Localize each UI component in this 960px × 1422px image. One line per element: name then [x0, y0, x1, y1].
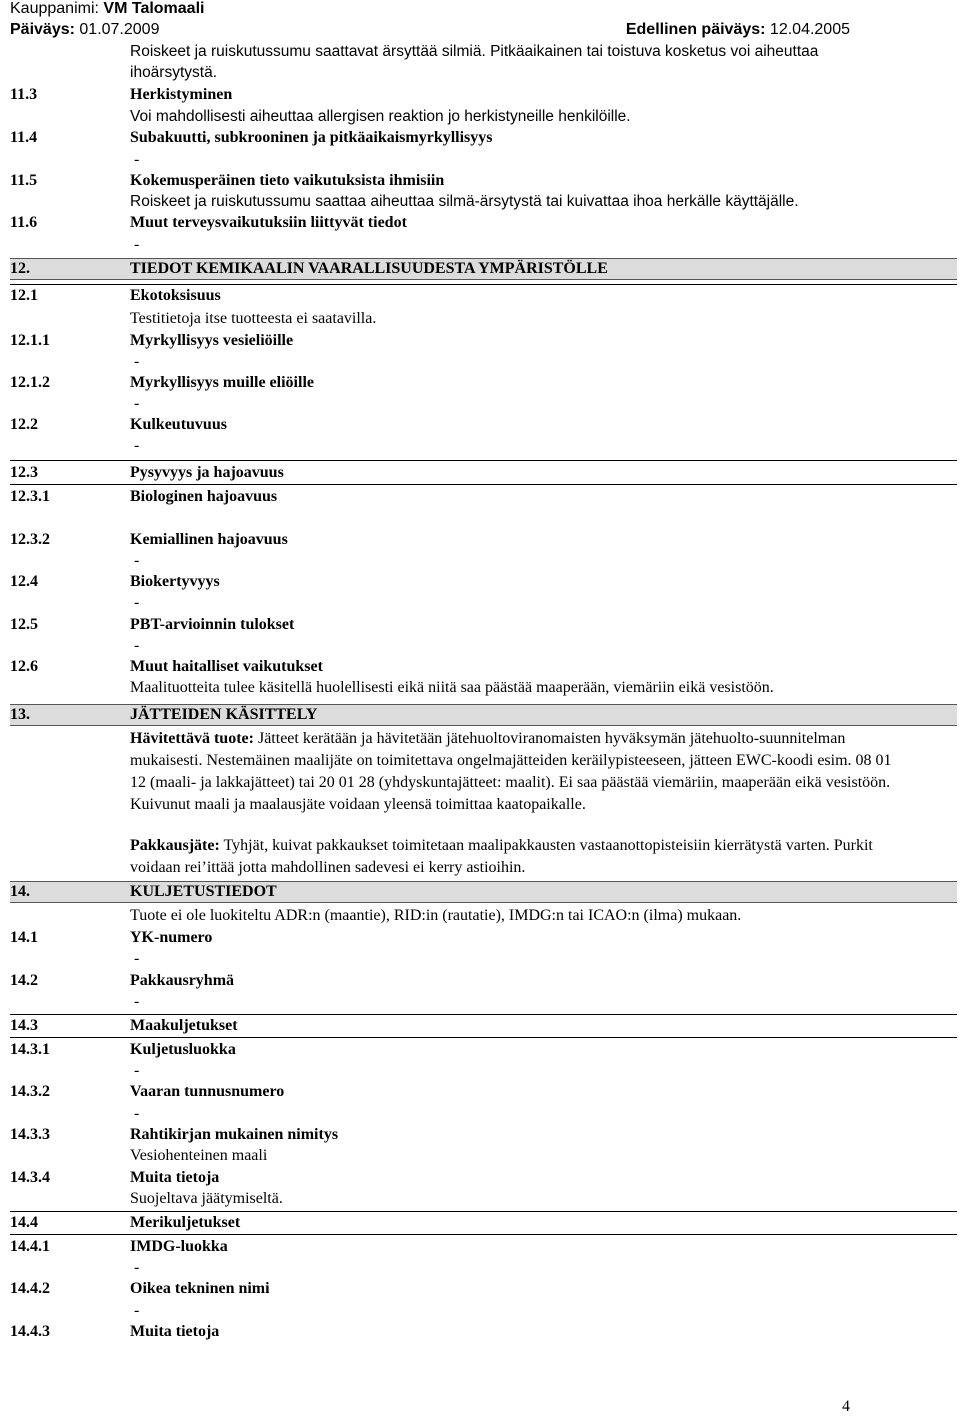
section-14-3-3: 14.3.3 Rahtikirjan mukainen nimitys [10, 1126, 339, 1143]
section-14-3-2: 14.3.2 Vaaran tunnusnumero [10, 1083, 285, 1100]
section-14-intro: Tuote ei ole luokiteltu ADR:n (maantie), RID:in (rautatie), IMDG:n tai ICAO:n (ilma) mukaan. [130, 907, 742, 924]
section-12-3-2: 12.3.2 Kemiallinen hajoavuus [10, 531, 288, 548]
divider [10, 484, 957, 485]
section-11-5: 11.5 Kokemusperäinen tieto vaikutuksista ihmisiin [10, 172, 445, 189]
section-12-1-2-text: - [134, 395, 140, 412]
section-14-2: 14.2 Pakkausryhmä [10, 972, 235, 989]
divider [10, 1037, 957, 1038]
section-14-4-3: 14.4.3 Muita tietoja [10, 1323, 220, 1340]
section-11-6: 11.6 Muut terveysvaikutuksiin liittyvät tiedot [10, 214, 407, 231]
section-14-3-1: 14.3.1 Kuljetusluokka [10, 1041, 236, 1058]
section-14-4-1-text: - [134, 1259, 140, 1276]
section-11-5-text: Roiskeet ja ruiskutussumu saattaa aiheuttaa silmä-ärsytystä tai kuivattaa ihoa herkälle käyttäjälle. [130, 193, 799, 210]
waste-product-text: Jätteet kerätään ja hävitetään jätehuoltoviranomaisten hyväksymän jätehuolto-suunnitelman mukaisesti. Nestemäinen maalijäte on toimitettava ongelmajätteiden keräilypisteeseen, jätteen EWC-koodi esim. 08 01 12 (maali- ja lakkajätteet) tai 20 01 28 (yhdyskuntajätteet: maalit). Ei saa päästää viemäriin, maaperään eikä vesistöön. Kuivunut maali ja maalausjäte voidaan yleensä toimittaa kaatopaikalle. [130, 730, 892, 813]
section-12-3-1: 12.3.1 Biologinen hajoavuus [10, 488, 278, 505]
date-value: 01.07.2009 [79, 21, 160, 38]
section-14-3-2-text: - [134, 1105, 140, 1122]
section-11-6-text: - [134, 236, 140, 253]
company-label: Kauppanimi: [10, 0, 99, 17]
section-13-header: 13. JÄTTEIDEN KÄSITTELY [10, 704, 957, 726]
section-14-4: 14.4 Merikuljetukset [10, 1214, 241, 1231]
divider [10, 460, 957, 461]
prev-date-label: Edellinen päiväys: [625, 21, 766, 38]
company-name: VM Talomaali [103, 0, 205, 17]
section-12-1-1-text: - [134, 353, 140, 370]
intro-line-2: ihoärsytystä. [130, 64, 218, 81]
section-14-header: 14. KULJETUSTIEDOT [10, 881, 957, 903]
section-14-2-text: - [134, 993, 140, 1010]
section-12-5-text: - [134, 637, 140, 654]
section-12-3-2-text: - [134, 552, 140, 569]
section-14-4-2: 14.4.2 Oikea tekninen nimi [10, 1280, 270, 1297]
date-line [10, 21, 159, 39]
section-12-2-text: - [134, 437, 140, 454]
section-12-3: 12.3 Pysyvyys ja hajoavuus [10, 464, 284, 481]
section-14-3: 14.3 Maakuljetukset [10, 1017, 238, 1034]
packaging-waste-text: Tyhjät, kuivat pakkaukset toimitetaan maalipakkausten vastaanottopisteisiin kierrätystä varten. Purkit voidaan rei’ittää jotta mahdollinen sadevesi ei kerry astioihin. [130, 837, 873, 876]
section-14-3-1-text: - [134, 1062, 140, 1079]
intro-line-1: Roiskeet ja ruiskutussumu saattavat ärsyttää silmiä. Pitkäaikainen tai toistuva kosketus voi aiheuttaa [130, 43, 819, 60]
section-14-1: 14.1 YK-numero [10, 929, 213, 946]
section-11-3-text: Voi mahdollisesti aiheuttaa allergisen reaktion jo herkistyneille henkilöille. [130, 108, 631, 125]
section-12-6-text: Maalituotteita tulee käsitellä huolellisesti eikä niitä saa päästää maaperään, viemäriin eikä vesistöön. [130, 679, 774, 696]
divider [10, 284, 957, 285]
section-14-3-4: 14.3.4 Muita tietoja [10, 1169, 220, 1186]
section-12-5: 12.5 PBT-arvioinnin tulokset [10, 616, 295, 633]
section-14-4-1: 14.4.1 IMDG-luokka [10, 1238, 228, 1255]
prev-date-value: 12.04.2005 [769, 21, 850, 38]
section-14-3-4-text: Suojeltava jäätymiseltä. [130, 1190, 283, 1207]
section-12-4-text: - [134, 594, 140, 611]
section-11-3: 11.3 Herkistyminen [10, 86, 233, 103]
section-14-1-text: - [134, 950, 140, 967]
packaging-waste-label: Pakkausjäte: [130, 837, 220, 854]
section-12-1-text: Testitietoja itse tuotteesta ei saatavilla. [130, 310, 377, 327]
section-11-4-text: - [134, 151, 140, 168]
section-12-6: 12.6 Muut haitalliset vaikutukset [10, 658, 323, 675]
date-label: Päiväys: [10, 21, 75, 38]
section-12-1-2: 12.1.2 Myrkyllisyys muille eliöille [10, 374, 314, 391]
page-number: 4 [842, 1398, 850, 1415]
section-12-header: 12. TIEDOT KEMIKAALIN VAARALLISUUDESTA YMPÄRISTÖLLE [10, 258, 957, 280]
section-12-4: 12.4 Biokertyvyys [10, 573, 220, 590]
section-14-3-3-text: Vesiohenteinen maali [130, 1147, 268, 1164]
section-12-1: 12.1 Ekotoksisuus [10, 287, 221, 304]
section-11-4: 11.4 Subakuutti, subkrooninen ja pitkäaikaismyrkyllisyys [10, 129, 493, 146]
company-line [10, 0, 204, 18]
waste-product-label: Hävitettävä tuote: [130, 730, 254, 747]
packaging-waste-paragraph [130, 835, 900, 879]
prev-date-line [626, 21, 850, 39]
section-12-2: 12.2 Kulkeutuvuus [10, 416, 227, 433]
section-14-4-2-text: - [134, 1302, 140, 1319]
waste-product-paragraph [130, 728, 900, 816]
section-12-1-1: 12.1.1 Myrkyllisyys vesieliöille [10, 332, 294, 349]
divider [10, 1234, 957, 1235]
